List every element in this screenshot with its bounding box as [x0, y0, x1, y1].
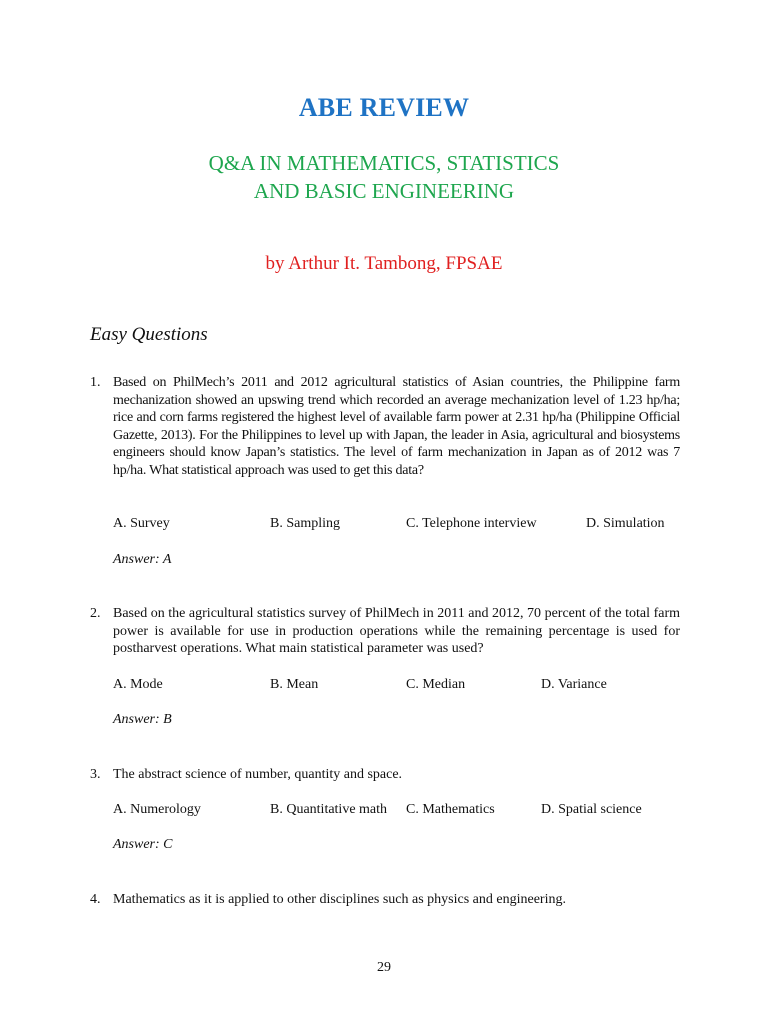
question-3-options	[113, 802, 693, 820]
author-byline: by Arthur It. Tambong, FPSAE	[265, 253, 503, 274]
subtitle-line-2: AND BASIC ENGINEERING	[253, 179, 515, 203]
question-text: The abstract science of number, quantity and space.	[113, 767, 403, 782]
question-3-answer: Answer: C	[113, 837, 173, 852]
question-number: 3.	[90, 767, 101, 782]
option-c: C. Telephone interview	[406, 516, 537, 531]
question-2-answer: Answer: B	[113, 712, 172, 727]
question-4	[90, 891, 680, 909]
question-1-answer: Answer: A	[113, 552, 172, 567]
question-2	[90, 605, 680, 658]
question-number: 2.	[90, 606, 101, 621]
question-1-options	[113, 516, 693, 534]
subtitle-line-1: Q&A IN MATHEMATICS, STATISTICS	[208, 151, 560, 175]
option-c: C. Median	[406, 677, 466, 692]
question-text: Based on the agricultural statistics survey of PhilMech in 2011 and 2012, 70 percent of the total farm power is available for use in production operations while the remaining percentage is used for postharvest operations. What main statistical parameter was used?	[113, 606, 680, 657]
question-3	[90, 766, 680, 784]
option-b: B. Sampling	[270, 516, 341, 531]
option-b: B. Mean	[270, 677, 319, 692]
option-a: A. Numerology	[113, 802, 201, 817]
option-d: D. Simulation	[586, 516, 665, 531]
question-number: 4.	[90, 892, 101, 907]
option-c: C. Mathematics	[406, 802, 495, 817]
page-number: 29	[377, 960, 391, 975]
section-heading: Easy Questions	[90, 324, 208, 345]
option-a: A. Mode	[113, 677, 163, 692]
document-title: ABE REVIEW	[298, 93, 470, 122]
question-2-options	[113, 677, 693, 695]
question-text: Based on PhilMech’s 2011 and 2012 agricultural statistics of Asian countries, the Philippine farm mechanization showed an upswing trend which recorded an average mechanization level of 1.23 hp/ha; rice and corn farms registered the highest level of available farm power at 2.31 hp/ha (Philippine Official Gazette, 2013). For the Philippines to level up with Japan, the leader in Asia, agricultural and biosystems engineers should know Japan’s statistics. The level of farm mechanization in Japan as of 2012 was 7 hp/ha. What statistical approach was used to get this data?	[113, 375, 680, 478]
option-d: D. Variance	[541, 677, 607, 692]
question-number: 1.	[90, 375, 101, 390]
question-text: Mathematics as it is applied to other disciplines such as physics and engineering.	[113, 892, 566, 907]
option-d: D. Spatial science	[541, 802, 642, 817]
question-1	[90, 374, 680, 480]
option-a: A. Survey	[113, 516, 170, 531]
option-b: B. Quantitative math	[270, 802, 388, 817]
